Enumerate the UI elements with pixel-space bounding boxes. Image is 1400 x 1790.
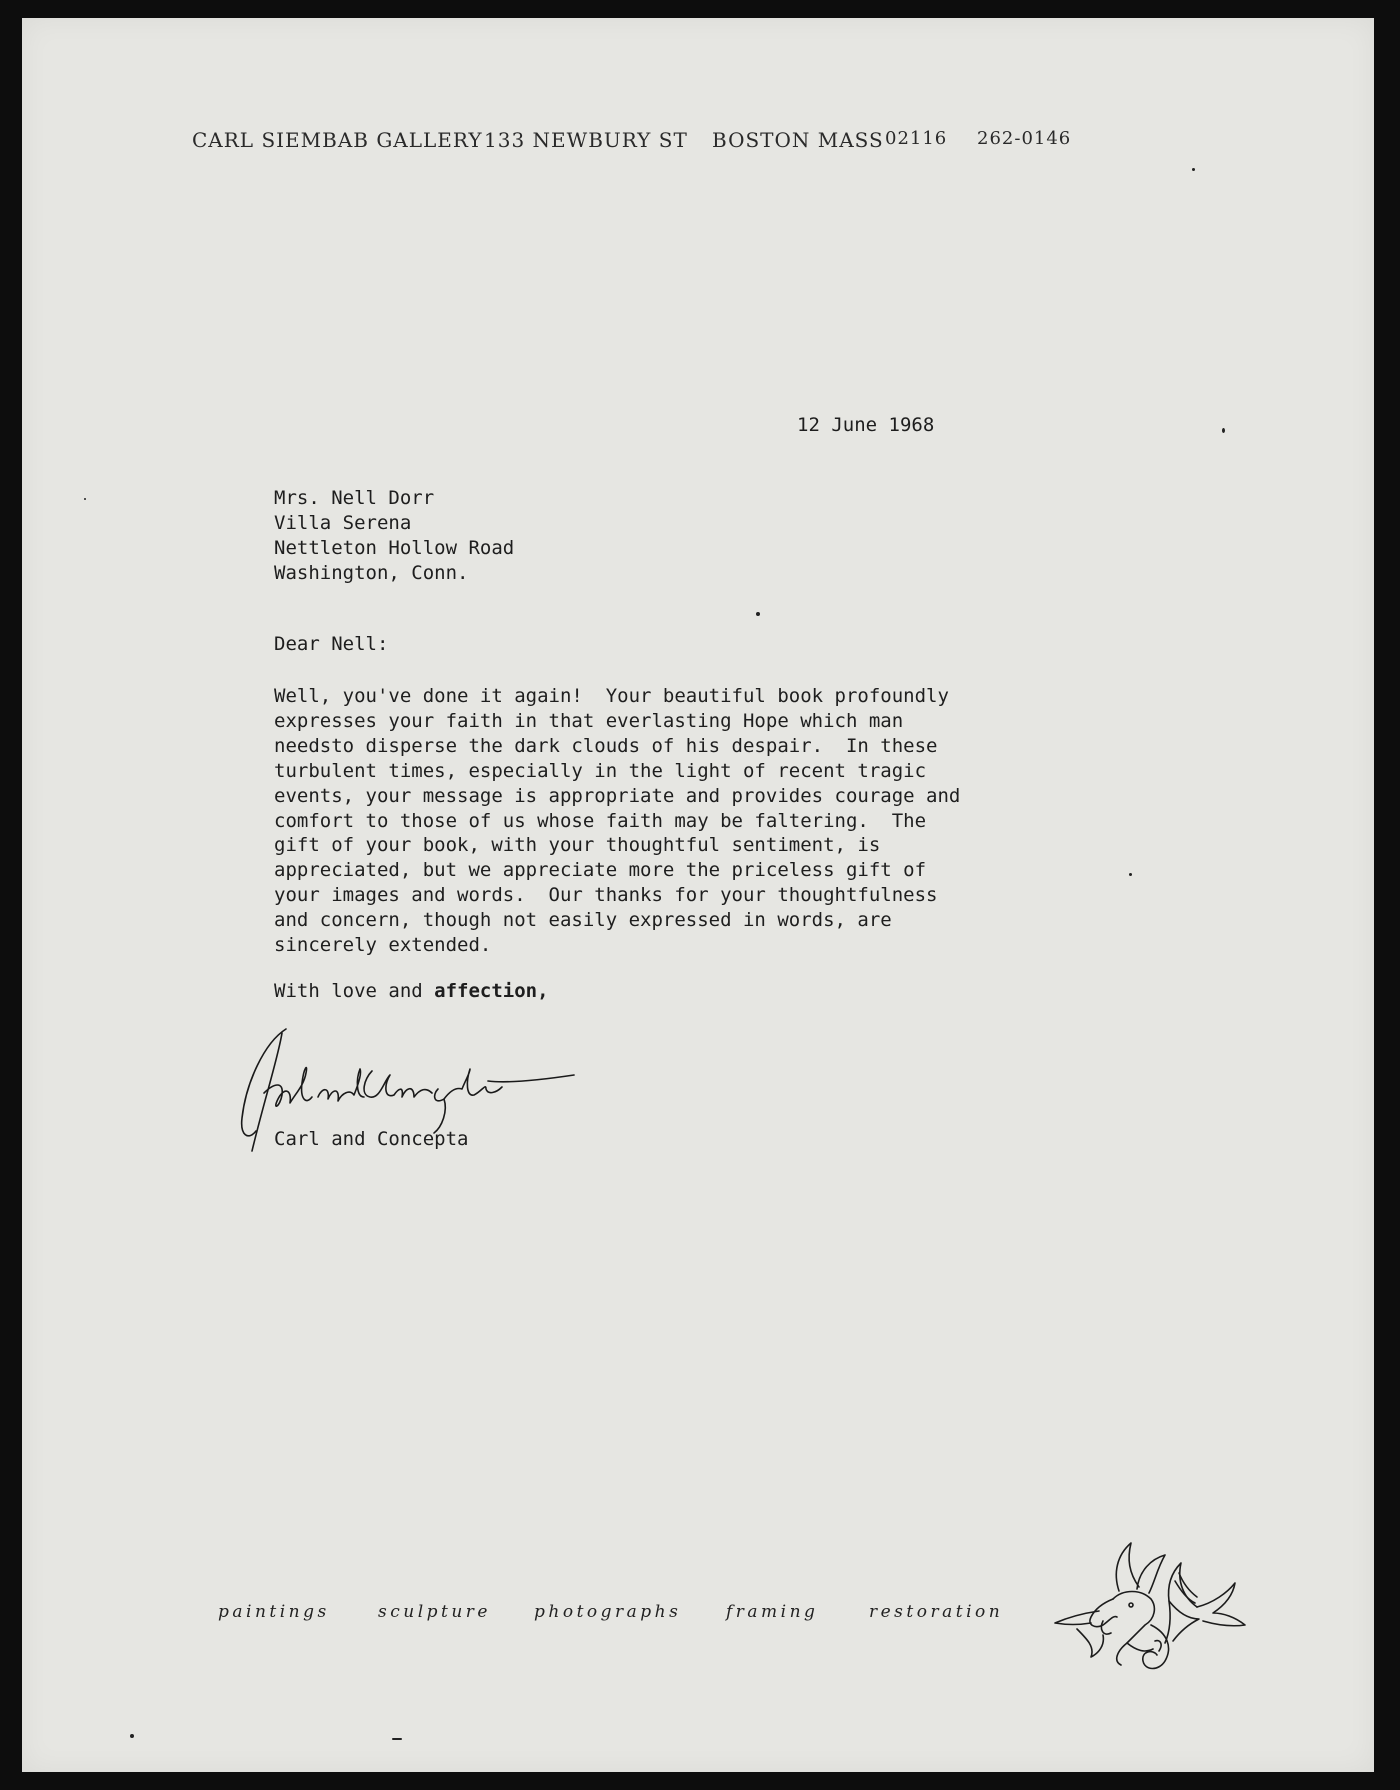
service-item: restoration [869, 1602, 1004, 1622]
gallery-zip: 02116 [885, 128, 948, 149]
gallery-phone: 262-0146 [977, 128, 1072, 149]
recipient-line: Washington, Conn. [274, 562, 469, 584]
paper-speck [84, 498, 86, 500]
body-line: Well, you've done it again! Your beautiful book profoundly [274, 685, 949, 707]
closing-prefix: With love and [274, 980, 435, 1002]
body-line: appreciated, but we appreciate more the priceless gift of [274, 859, 927, 882]
service-item: sculpture [378, 1602, 491, 1622]
body-line: expresses your faith in that everlasting Hope which man [274, 709, 904, 732]
paper-speck [1222, 428, 1225, 433]
gallery-street: 133 NEWBURY ST [484, 128, 688, 152]
body-line: your images and words. Our thanks for your thoughtfulness [274, 884, 938, 907]
recipient-line: Mrs. Nell Dorr [274, 487, 435, 509]
gallery-city: BOSTON MASS [712, 128, 884, 152]
letter-page [22, 18, 1374, 1772]
closing-emphasis: affection, [434, 980, 549, 1002]
recipient-address [274, 486, 514, 586]
body-line: and concern, though not easily expressed in words, are [274, 909, 892, 932]
paper-speck [1192, 168, 1195, 171]
body-line: needsto disperse the dark clouds of his despair. In these [274, 734, 938, 757]
body-line: gift of your book, with your thoughtful sentiment, is [274, 834, 881, 857]
service-item: framing [726, 1602, 819, 1622]
gallery-name: CARL SIEMBAB GALLERY [192, 128, 483, 152]
recipient-line: Nettleton Hollow Road [274, 537, 515, 559]
body-line: events, your message is appropriate and provides courage and [274, 784, 961, 807]
paper-speck [130, 1734, 134, 1738]
services-footer [218, 1602, 1018, 1632]
recipient-line: Villa Serena [274, 512, 412, 534]
paper-speck [392, 1738, 402, 1740]
capricorn-logo-icon [1047, 1533, 1262, 1683]
body-line: sincerely extended. [274, 934, 492, 957]
service-item: photographs [534, 1602, 682, 1622]
letter-body [274, 684, 960, 958]
signed-name: Carl and Concepta [274, 1128, 469, 1150]
body-line: turbulent times, especially in the light of recent tragic [274, 759, 927, 782]
body-line: comfort to those of us whose faith may be faltering. The [274, 809, 927, 832]
closing [274, 980, 549, 1002]
salutation: Dear Nell: [274, 633, 389, 655]
paper-speck [1129, 873, 1132, 876]
letter-date: 12 June 1968 [797, 414, 935, 436]
letterhead [192, 128, 1072, 158]
paper-speck [756, 612, 760, 616]
service-item: paintings [218, 1602, 330, 1622]
